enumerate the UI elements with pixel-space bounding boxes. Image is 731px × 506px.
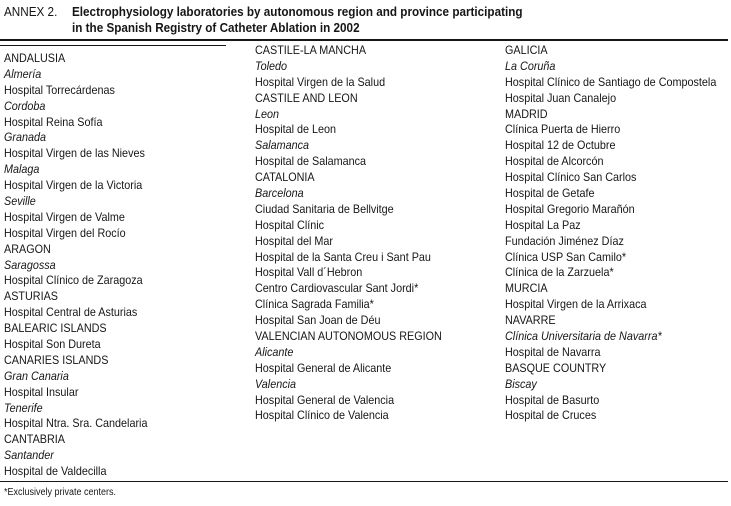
- province-label: Alicante: [255, 344, 294, 359]
- hospital-entry: Hospital Juan Canalejo: [505, 90, 617, 105]
- column-header-rule: [0, 45, 226, 46]
- region-heading: ANDALUSIA: [4, 51, 66, 65]
- province-label: Seville: [4, 194, 36, 209]
- hospital-entry: Hospital Clínic: [255, 217, 325, 232]
- province-label: Salamanca: [255, 138, 310, 153]
- hospital-entry: Centro Cardiovascular Sant Jordi*: [255, 281, 419, 296]
- header-rule: [0, 39, 728, 41]
- region-heading: NAVARRE: [505, 313, 556, 328]
- hospital-entry: Clínica Sagrada Familia*: [255, 297, 374, 312]
- hospital-entry: Hospital de Getafe: [505, 186, 595, 201]
- province-label: Granada: [4, 130, 47, 145]
- hospital-entry: Clínica USP San Camilo*: [505, 249, 627, 264]
- province-label: Saragossa: [4, 257, 56, 272]
- hospital-entry: Hospital de Navarra: [505, 344, 601, 359]
- hospital-entry: Hospital Vall d´Hebron: [255, 265, 363, 280]
- footer-rule: [0, 481, 728, 482]
- hospital-entry: Hospital Son Dureta: [4, 337, 101, 352]
- hospital-entry: Hospital Clínico de Valencia: [255, 408, 389, 423]
- hospital-entry: Hospital Virgen del Rocío: [4, 225, 126, 240]
- region-heading: VALENCIAN AUTONOMOUS REGION: [255, 329, 442, 344]
- hospital-entry: Hospital Clínico de Zaragoza: [4, 273, 143, 288]
- footnote: *Exclusively private centers.: [4, 487, 117, 498]
- hospital-entry: Hospital Virgen de la Arrixaca: [505, 297, 647, 312]
- hospital-entry: Hospital de la Santa Creu i Sant Pau: [255, 249, 431, 264]
- province-label: Valencia: [255, 376, 297, 391]
- region-heading: CANTABRIA: [4, 432, 66, 447]
- title-line-2: in the Spanish Registry of Catheter Ablation in 2002: [72, 20, 360, 35]
- title-line-1: Electrophysiology laboratories by autonomous region and province participating: [72, 4, 523, 19]
- hospital-entry: Clínica Puerta de Hierro: [505, 122, 621, 137]
- annex-title: [72, 4, 523, 36]
- province-label: Barcelona: [255, 186, 304, 201]
- hospital-entry: Hospital General de Valencia: [255, 392, 395, 407]
- hospital-entry: Hospital Virgen de las Nieves: [4, 146, 145, 161]
- hospital-entry: Hospital Ntra. Sra. Candelaria: [4, 416, 148, 431]
- hospital-entry: Hospital 12 de Octubre: [505, 138, 616, 153]
- annex-label: ANNEX 2.: [4, 4, 58, 19]
- province-label: La Coruña: [505, 58, 556, 73]
- hospital-entry: Fundación Jiménez Díaz: [505, 233, 624, 248]
- region-heading: ARAGON: [4, 241, 51, 256]
- province-label: Gran Canaria: [4, 368, 69, 383]
- hospital-entry: Hospital de Basurto: [505, 392, 600, 407]
- hospital-entry: Hospital Clínico de Santiago de Compostela: [505, 74, 717, 89]
- region-heading: CANARIES ISLANDS: [4, 352, 109, 367]
- province-label: Santander: [4, 448, 54, 463]
- province-label: Biscay: [505, 376, 537, 391]
- region-heading: BASQUE COUNTRY: [505, 360, 607, 375]
- hospital-entry: Hospital del Mar: [255, 233, 334, 248]
- province-label: Almería: [4, 66, 42, 81]
- hospital-entry: Clínica de la Zarzuela*: [505, 265, 614, 280]
- hospital-entry: Hospital de Salamanca: [255, 154, 367, 169]
- hospital-entry: Clínica Universitaria de Navarra*: [505, 329, 662, 344]
- hospital-entry: Hospital Reina Sofía: [4, 114, 103, 129]
- region-heading: MURCIA: [505, 281, 548, 296]
- column-3: [505, 43, 716, 424]
- hospital-entry: Hospital de Leon: [255, 122, 337, 137]
- province-label: Toledo: [255, 58, 288, 73]
- hospital-entry: Hospital Virgen de la Victoria: [4, 178, 143, 193]
- hospital-entry: Hospital Gregorio Marañón: [505, 201, 635, 216]
- region-heading: ASTURIAS: [4, 289, 59, 304]
- hospital-entry: Hospital de Alcorcón: [505, 154, 604, 169]
- hospital-entry: Hospital de Cruces: [505, 408, 597, 423]
- hospital-entry: Hospital Clínico San Carlos: [505, 170, 637, 185]
- province-label: Cordoba: [4, 98, 46, 113]
- hospital-entry: Hospital de Valdecilla: [4, 464, 107, 479]
- hospital-entry: Hospital General de Alicante: [255, 360, 392, 375]
- province-label: Leon: [255, 106, 280, 121]
- hospital-entry: Hospital La Paz: [505, 217, 581, 232]
- region-heading: CASTILE-LA MANCHA: [255, 43, 367, 57]
- region-heading: GALICIA: [505, 43, 548, 57]
- hospital-entry: Hospital Virgen de la Salud: [255, 74, 386, 89]
- column-2: [255, 43, 442, 424]
- hospital-entry: Hospital Central de Asturias: [4, 305, 138, 320]
- province-label: Malaga: [4, 162, 40, 177]
- hospital-entry: Hospital Torrecárdenas: [4, 82, 115, 97]
- region-heading: MADRID: [505, 106, 548, 121]
- province-label: Tenerife: [4, 400, 43, 415]
- column-1: [4, 51, 147, 480]
- hospital-entry: Ciudad Sanitaria de Bellvitge: [255, 201, 394, 216]
- region-heading: CATALONIA: [255, 170, 315, 185]
- region-heading: BALEARIC ISLANDS: [4, 321, 107, 336]
- hospital-entry: Hospital San Joan de Déu: [255, 313, 381, 328]
- hospital-entry: Hospital Virgen de Valme: [4, 209, 125, 224]
- hospital-entry: Hospital Insular: [4, 384, 79, 399]
- region-heading: CASTILE AND LEON: [255, 90, 358, 105]
